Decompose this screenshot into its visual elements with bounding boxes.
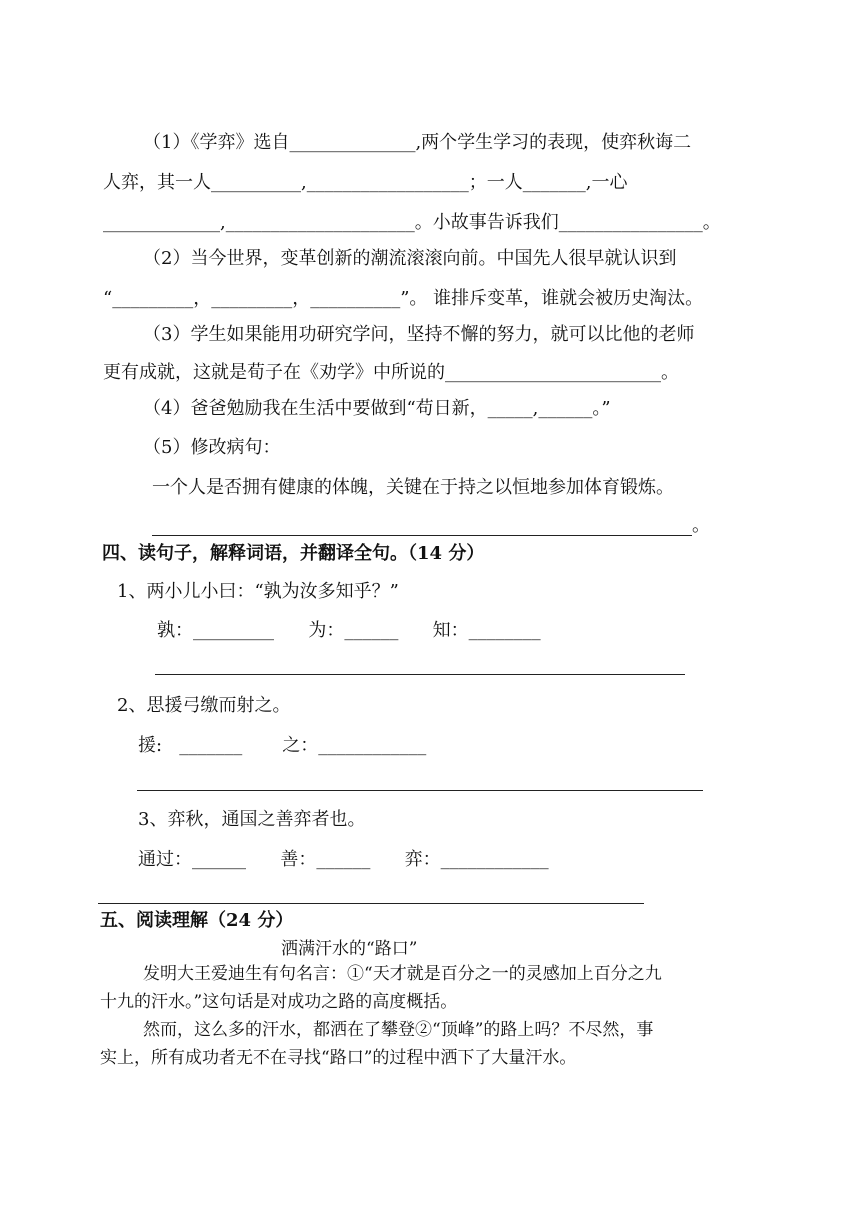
section5-heading: 五、阅读理解（24 分）	[100, 910, 294, 931]
q4-line: （4）爸爸勉励我在生活中要做到“苟日新，_____,______。”	[143, 398, 611, 419]
paragraph-2-line-2: 实上，所有成功者无不在寻找“路口”的过程中洒下了大量汗水。	[100, 1048, 577, 1068]
section4-item-1: 1、两小儿小曰：“孰为汝多知乎？”	[117, 581, 399, 602]
section4-heading: 四、读句子，解释词语，并翻译全句。（14 分）	[102, 543, 485, 564]
item-3-translation-line	[98, 903, 644, 904]
q2-line-2: “_________，_________，__________”。 谁排斥变革，谁就会被历史淘汰。	[103, 288, 704, 309]
q5-answer-period: 。	[692, 515, 710, 536]
section4-item-2: 2、思援弓缴而射之。	[117, 695, 291, 716]
q5-answer-line	[152, 535, 692, 536]
q1-line-1: （1）《学弈》选自______________,两个学生学习的表现，使弈秋诲二	[143, 132, 692, 153]
section4-item-1-words: 孰：_________ 为：______ 知：________	[157, 620, 541, 641]
q1-line-3: _____________,_____________________。小故事告诉我们________________。	[103, 212, 721, 233]
q1-line-2: 人弈，其一人__________,__________________；一人_______,一心	[103, 172, 628, 193]
q2-line-1: （2）当今世界，变革创新的潮流滚滚向前。中国先人很早就认识到	[143, 248, 677, 269]
paragraph-2-line-1: 然而，这么多的汗水，都洒在了攀登②“顶峰”的路上吗？不尽然，事	[143, 1020, 654, 1040]
section4-item-2-words: 援: _______ 之：____________	[138, 735, 427, 756]
q5-label: （5）修改病句：	[143, 437, 281, 458]
section4-item-3-words: 通过：______ 善：______ 弈：____________	[138, 849, 549, 870]
item-1-translation-line	[155, 674, 685, 675]
reading-title: 洒满汗水的“路口”	[281, 939, 418, 959]
q3-line-2: 更有成就，这就是荀子在《劝学》中所说的________________________。	[103, 362, 679, 383]
item-2-translation-line	[137, 790, 703, 791]
q3-line-1: （3）学生如果能用功研究学问，坚持不懈的努力，就可以比他的老师	[143, 324, 695, 345]
paragraph-1-line-2: 十九的汗水。”这句话是对成功之路的高度概括。	[100, 992, 458, 1012]
section4-item-3: 3、弈秋，通国之善弈者也。	[138, 809, 366, 830]
paragraph-1-line-1: 发明大王爱迪生有句名言：①“天才就是百分之一的灵感加上百分之九	[143, 964, 662, 984]
q5-sentence: 一个人是否拥有健康的体魄，关键在于持之以恒地参加体育锻炼。	[152, 477, 674, 498]
